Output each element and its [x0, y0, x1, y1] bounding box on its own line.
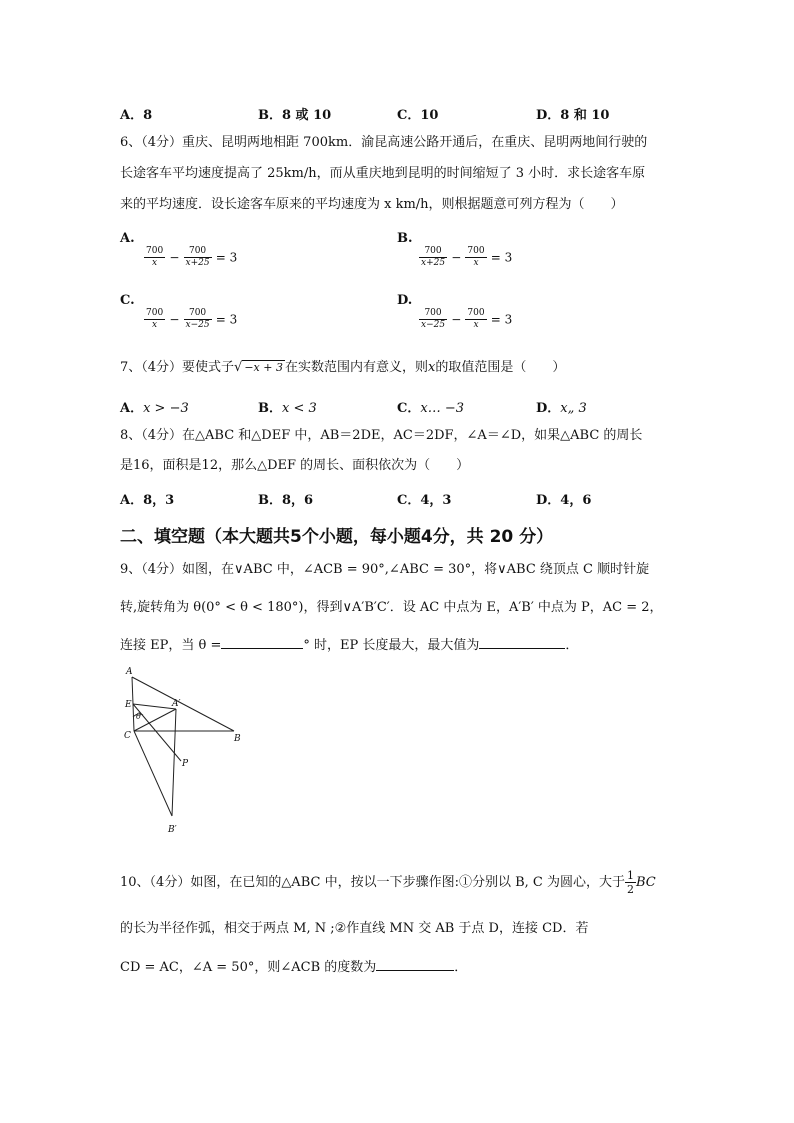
q10-line-1: 10、（4分）如图，在已知的△ABC 中，按以一下步骤作图:①分别以 B, C 为圆心，大于 $\frac{1}{2}$ BC — [120, 869, 656, 896]
q5-option-c: C．10 — [397, 108, 439, 123]
q6-option-a: A. $\frac{700}{x}$ − $\frac{700}{x+25}$ = 3 — [120, 231, 238, 268]
q6-line-1: 6、（4分）重庆、昆明两地相距 700km．渝昆高速公路开通后，在重庆、昆明两地间行驶的 — [120, 135, 648, 150]
label-c: C — [124, 731, 131, 741]
label-b: B — [234, 734, 241, 744]
segment-a-prime-b-prime — [172, 709, 176, 816]
label-a: A — [126, 667, 133, 677]
q7-option-a: A．x > −3 — [120, 401, 189, 416]
label-theta: θ — [136, 712, 141, 721]
figure-labels — [124, 667, 241, 835]
q6-option-d: D. $\frac{700}{x-25}$ − $\frac{700}{x}$ = 3 — [397, 293, 513, 330]
section-heading: 二、填空题（本大题共5个小题，每小题4分，共 20 分） — [120, 527, 554, 547]
q7-option-b: B．x < 3 — [258, 401, 317, 416]
q6-line-2: 长途客车平均速度提高了 25km/h，而从重庆地到昆明的时间缩短了 3 小时．求长途客车原 — [120, 166, 646, 181]
q8-option-d: D．4，6 — [536, 493, 592, 508]
q7-stem: 7、（4分）要使式子√ −x + 3 在实数范围内有意义，则x的取值范围是（ ） — [120, 360, 566, 375]
q9-line-3: 连接 EP，当 θ = ° 时，EP 长度最大，最大值为 ． — [120, 638, 579, 653]
q9-line-2: 转,旋转角为 θ(0° < θ < 180°)，得到∨A′B′C′．设 AC 中点为 E，A′B′ 中点为 P，AC = 2， — [120, 600, 663, 615]
answer-blank[interactable] — [479, 636, 565, 649]
answer-blank[interactable] — [376, 958, 454, 971]
segment-ab — [132, 677, 234, 731]
q8-option-a: A．8，3 — [120, 493, 175, 508]
segment-ea-prime — [133, 704, 176, 709]
fraction: $\frac{700}{x}$ — [146, 308, 164, 330]
q6-option-c: C. $\frac{700}{x}$ − $\frac{700}{x-25}$ = 3 — [120, 293, 238, 330]
q8-line-2: 是16，面积是12，那么△DEF 的周长、面积依次为（ ） — [120, 458, 470, 473]
q8-option-b: B．8，6 — [258, 493, 314, 508]
q9-geometry-figure — [118, 662, 248, 838]
q6-option-b: B. $\frac{700}{x+25}$ − $\frac{700}{x}$ = 3 — [397, 231, 513, 268]
fraction: $\frac{700}{x+25}$ — [185, 246, 210, 268]
q6-line-3: 来的平均速度．设长途客车原来的平均速度为 x km/h，则根据题意可列方程为（ ） — [120, 197, 624, 212]
label-p: P — [182, 759, 189, 769]
answer-blank[interactable] — [221, 636, 303, 649]
fraction: $\frac{700}{x}$ — [467, 246, 485, 268]
q8-option-c: C．4，3 — [397, 493, 452, 508]
fraction: $\frac{700}{x+25}$ — [421, 246, 446, 268]
option-label: C. — [120, 293, 135, 308]
q5-option-d: D．8 和 10 — [536, 108, 610, 123]
q10-line-2: 的长为半径作弧，相交于两点 M, N ;②作直线 MN 交 AB 于点 D，连接 CD．若 — [120, 921, 589, 936]
fraction: $\frac{700}{x}$ — [146, 246, 164, 268]
fraction: $\frac{700}{x-25}$ — [421, 308, 446, 330]
q7-option-c: C．x… −3 — [397, 401, 464, 416]
q10-line-3: CD = AC，∠A = 50°，则∠ACB 的度数为 ． — [120, 960, 468, 975]
q7-option-d: D．x„ 3 — [536, 401, 587, 416]
q5-option-b: B．8 或 10 — [258, 108, 332, 123]
label-b-prime: B′ — [168, 825, 177, 835]
option-label: A. — [120, 231, 135, 246]
q8-line-1: 8、（4分）在△ABC 和△DEF 中，AB＝2DE，AC＝2DF，∠A＝∠D，如果△ABC 的周长 — [120, 428, 643, 443]
option-label: B. — [397, 231, 413, 246]
fraction: $\frac{700}{x-25}$ — [185, 308, 210, 330]
q5-option-a: A．8 — [120, 108, 153, 123]
fraction-one-half: $\frac{1}{2}$ — [626, 869, 634, 896]
fraction: $\frac{700}{x}$ — [467, 308, 485, 330]
label-a-prime: A′ — [172, 699, 181, 709]
label-e: E — [125, 700, 132, 710]
radicand: −x + 3 — [244, 361, 283, 374]
option-label: D. — [397, 293, 413, 308]
q9-line-1: 9、（4分）如图，在∨ABC 中，∠ACB = 90°,∠ABC = 30°，将∨ABC 绕顶点 C 顺时针旋 — [120, 562, 650, 577]
